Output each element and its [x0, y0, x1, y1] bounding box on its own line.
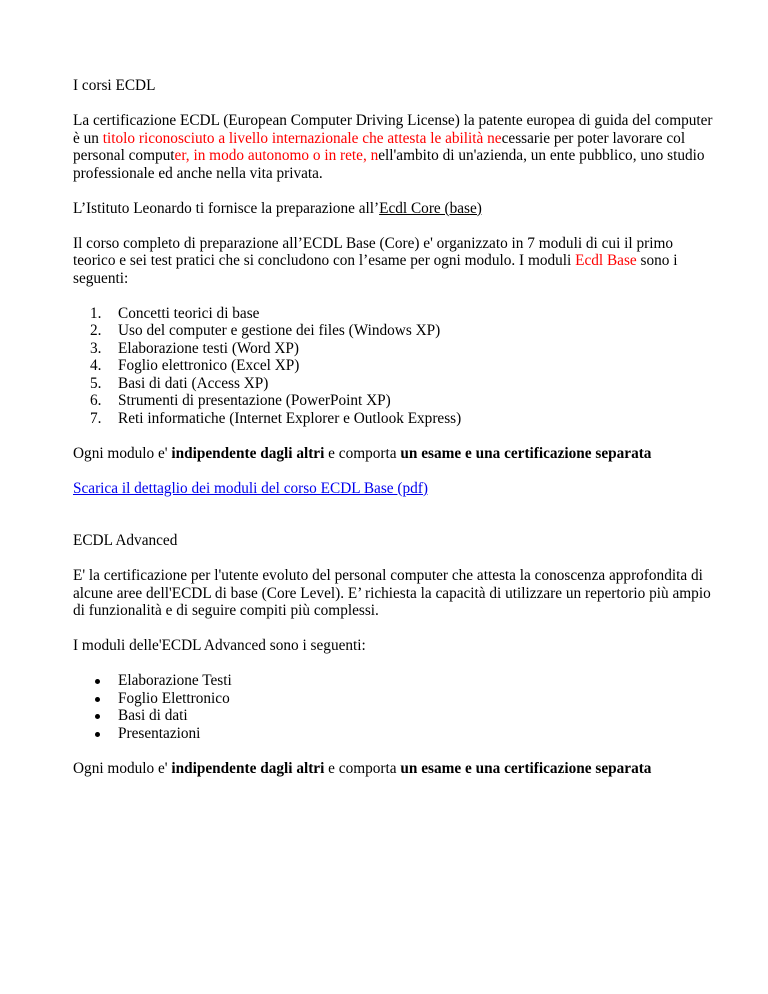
section-title-ecdl: I corsi ECDL — [73, 77, 156, 94]
advanced-description: E' la certificazione per l'utente evoluto del personal computer che attesta la conoscenza approfondita di alcune aree dell'ECDL di base (Core Level). E’ richiesta la capacità di utilizzare un repertorio più ampio di funzionalità e di seguire compiti più complessi. — [73, 567, 711, 619]
note-text-2: e comporta — [324, 444, 401, 462]
advanced-modules-list — [73, 672, 713, 742]
list-item — [73, 357, 713, 375]
list-item-number: 4. — [90, 357, 102, 374]
list-item-number: 2. — [90, 322, 102, 339]
list-item-label: Concetti teorici di base — [118, 304, 260, 322]
list-item-label: Basi di dati — [118, 707, 188, 724]
list-item-label: Uso del computer e gestione dei files (Windows XP) — [118, 322, 441, 339]
note-bold-2: un esame e una certificazione separata — [400, 444, 652, 462]
intro-text-1: La certificazione ECDL (European Computer Driving License) la patente europea di guida del computer è un — [73, 112, 713, 147]
advanced-modules-note — [73, 760, 713, 778]
list-item — [73, 410, 713, 428]
list-item — [73, 340, 713, 358]
list-item-label: Basi di dati (Access XP) — [118, 374, 269, 392]
ecdl-core-label: Ecdl Core (base) — [379, 199, 482, 217]
list-item — [73, 375, 713, 393]
list-item-label: Foglio elettronico (Excel XP) — [118, 357, 300, 374]
list-item — [73, 725, 713, 743]
list-item-label: Strumenti di presentazione (PowerPoint XP) — [118, 392, 391, 409]
list-item — [73, 322, 713, 340]
leonardo-text: L’Istituto Leonardo ti fornisce la preparazione all’ — [73, 199, 380, 217]
list-item-number: 5. — [90, 374, 102, 392]
note-text-1: Ogni modulo e' — [73, 444, 172, 462]
bullet-icon — [95, 714, 100, 719]
download-pdf-link[interactable]: Scarica il dettaglio dei moduli del corso ECDL Base (pdf) — [73, 479, 428, 497]
bullet-icon — [95, 697, 100, 702]
list-item — [73, 305, 713, 323]
note-bold-1: indipendente dagli altri — [171, 759, 325, 777]
list-item-number: 7. — [90, 409, 102, 427]
leonardo-paragraph — [73, 200, 713, 218]
base-modules-list — [73, 305, 713, 428]
list-item — [73, 707, 713, 725]
list-item-label: Elaborazione testi (Word XP) — [118, 339, 300, 357]
advanced-modules-intro: I moduli delle'ECDL Advanced sono i seguenti: — [73, 637, 366, 654]
list-item-number: 3. — [90, 339, 102, 357]
download-paragraph — [73, 480, 713, 498]
note-text-1: Ogni modulo e' — [73, 759, 172, 777]
base-modules-note — [73, 445, 713, 463]
intro-highlight-2: er, in modo autonomo o in rete, n — [174, 147, 379, 164]
course-highlight: Ecdl Base — [575, 252, 637, 269]
note-bold-2: un esame e una certificazione separata — [400, 759, 652, 777]
course-text-1: Il corso completo di preparazione all’ECDL Base (Core) e' organizzato in 7 moduli di cui il primo teorico e sei test pratici che si concludono con l’esame per ogni modulo. I moduli — [73, 234, 674, 269]
intro-text-2: cessarie per poter lavorare col personal comput — [73, 129, 686, 164]
intro-text-3: ell'ambito di un'azienda, un ente pubblico, uno studio professionale ed anche nella vita privata. — [73, 147, 705, 182]
list-item-number: 1. — [90, 304, 102, 322]
course-text-2: sono i seguenti: — [73, 252, 678, 287]
list-item-label: Presentazioni — [118, 724, 201, 742]
note-text-2: e comporta — [324, 759, 401, 777]
list-item-number: 6. — [90, 392, 102, 409]
list-item-label: Foglio Elettronico — [118, 689, 230, 707]
bullet-icon — [95, 679, 100, 684]
list-item-label: Reti informatiche (Internet Explorer e Outlook Express) — [118, 409, 462, 427]
bullet-icon — [95, 732, 100, 737]
course-paragraph — [73, 235, 713, 288]
intro-paragraph — [73, 112, 713, 182]
list-item-label: Elaborazione Testi — [118, 672, 232, 689]
note-bold-1: indipendente dagli altri — [171, 444, 325, 462]
list-item — [73, 690, 713, 708]
section-title-advanced: ECDL Advanced — [73, 532, 178, 549]
list-item — [73, 672, 713, 690]
list-item — [73, 392, 713, 410]
document-page — [73, 77, 713, 777]
intro-highlight-1: titolo riconosciuto a livello internazionale che attesta le abilità ne — [102, 129, 502, 147]
